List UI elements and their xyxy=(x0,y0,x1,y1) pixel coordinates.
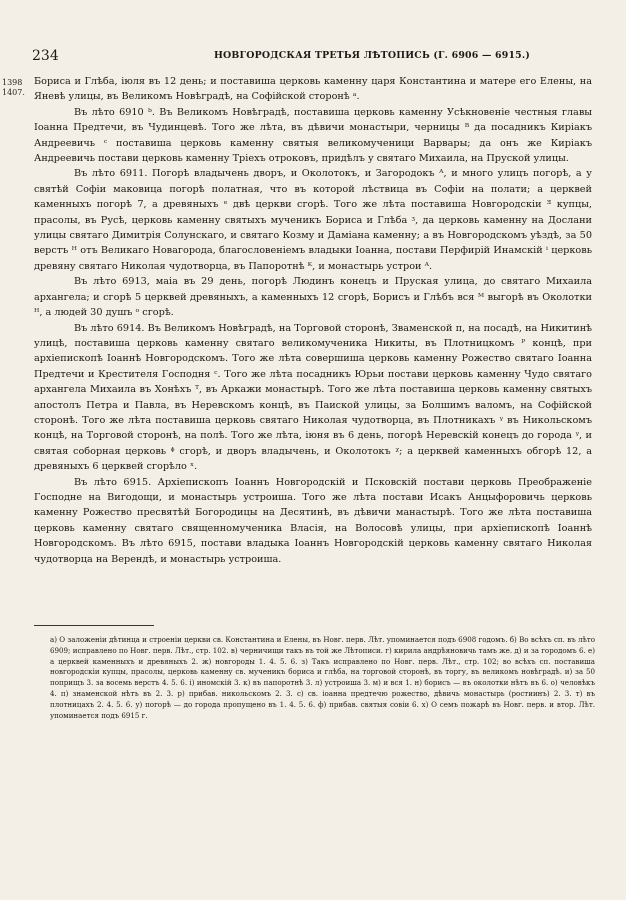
running-title: НОВГОРОДСКАЯ ТРЕТЬЯ ЛѢТОПИСЬ (Г. 6906 — 6915.) xyxy=(214,50,530,61)
page-number: 234 xyxy=(32,48,59,64)
paragraph-4: Въ лѣто 6913, маіа въ 29 день, погорѣ Людинъ конецъ и Пруская улица, до святаго Михаила архангела; и сгорѣ 5 церквей древяныхъ, а каменныхъ 12 сгорѣ, Борисъ и Глѣбъ вся ᴹ выгорѣ въ Околотки ᴴ, а людей 30 душъ ᵒ сгорѣ. xyxy=(34,276,592,319)
footnote-divider xyxy=(34,625,154,626)
year-end: 1407. xyxy=(2,88,25,97)
paragraph-3: Въ лѣто 6911. Погорѣ владычень дворъ, и Околотокъ, и Загородокъ ᴬ, и много улицъ погорѣ, а у святѣй Софіи маковица погорѣ полатная, что въ которой лѣствица въ Софіи на полати; а церквей каменныхъ погорѣ 7, а древяныхъ ᵉ двѣ церкви сгорѣ. Того же лѣта поставиша Новгородскіи ᴲ купцы, прасолы, въ Русѣ, церковь каменну святыхъ мученикъ Бориса и Глѣба ᶾ, да церковь каменну на Дослани улицы святаго Димитрія Солунскаго, и святаго Козму и Даміана каменну; а въ Новгородскомъ уѣздѣ, за 50 верстъ ᴴ отъ Великаго Новагорода, благословеніемъ владыки Іоанна, постави Перфирій Инамскій ⁱ церковь древяну святаго Николая чудотворца, въ Папоротнѣ ᴷ, и монастырь устрои ᴬ. xyxy=(34,168,592,272)
footnote-text: а) О заложеніи дѣтинца и строеніи церкви св. Константина и Елены, въ Новг. перв. Лѣт. упоминается подъ 6908 годомъ. б) Во всѣхъ сп. въ лѣто 6909; исправлено по Новг. перв. Лѣт., стр. 102. в) черничищи такъ въ той же Лѣтописи. г) кирила андрѣяновичь тамъ же. д) и за городомъ 6. е) а церквей каменныхъ и древяныхъ 2. ж) новгороды 1. 4. 5. 6. з) Такъ исправлено по Новг. перв. Лѣт., стр. 102; во всѣхъ сп. поставиша новгородскіи купцы, прасолы, церковь каменну св. мученикъ бориса и глѣба, на торговой сторонѣ, въ торгу, въ великомъ новѣградѣ. и) за 50 поприщъ 3. за восемь верстъ 4. 5. 6. і) иномскій 3. к) въ папоротнѣ 3. л) устроиша 3. м) и вся 1. н) борисъ — въ околотки нѣтъ въ 6. о) человѣкъ 4. п) знаменской нѣтъ въ 2. 3. р) прибав. никольскомъ 2. 3. с) св. іоанна предтечю рожество, дѣвичь монастырь (ростиинъ) 2. 3. т) въ плотницахъ 2. 4. 5. 6. у) погорѣ — до города пропущено въ 1. 4. 5. 6. ф) прибав. святыя совіи 6. х) О семъ пожарѣ въ Новг. перв. и втор. Лѣт. упоминается подъ 6915 г. xyxy=(50,635,595,720)
page-header xyxy=(32,48,592,66)
paragraph-5: Въ лѣто 6914. Въ Великомъ Новѣградѣ, на Торговой сторонѣ, Зваменской ᴨ, на посадѣ, на Никитинѣ улицѣ, поставиша церковь каменну святаго великомученика Никиты, въ Плотницкомъ ᴾ концѣ, при архіепископѣ Іоаннѣ Новгородскомъ. Того же лѣта совершиша церковь каменну Рожество святаго Іоанна Предтечи и Крестителя Господня ᶜ. Того же лѣта посадникъ Юрьи постави церковь каменну Чудо святаго архангела Михаила въ Хонѣхъ ᵀ, въ Аркажи монастырѣ. Того же лѣта поставиша церковь каменну святыхъ апостолъ Петра и Павла, въ Неревскомъ концѣ, въ Паиской улицы, за Болшимъ валомъ, на Софійской сторонѣ. Того же лѣта поставиша церковь святаго Николая чудотворца, въ Плотникахъ ᵞ въ Никольскомъ концѣ, на Торговой сторонѣ, на полѣ. Того же лѣта, іюня въ 6 день, погорѣ Неревскій конецъ до города ᵞ, и святая соборная церковь ᶲ сгорѣ, и дворъ владычень, и Околотокъ ᵡ; а церквей каменныхъ обгорѣ 12, а древяныхъ 6 церквей сгорѣло ˣ. xyxy=(34,322,592,473)
main-text xyxy=(34,74,592,567)
paragraph-2: Въ лѣто 6910 ᵇ. Въ Великомъ Новѣградѣ, поставиша церковь каменну Усѣкновеніе честныя главы Іоанна Предтечи, въ Чудинцевѣ. Того же лѣта, въ дѣвичи монастыри, черницы ᴮ да посадникъ Киріакъ Андреевичь ᶜ поставиша церковь каменну святыя великомученици Варвары; да онъ же Киріакъ Андреевичь постави церковь каменну Трiехъ отроковъ, придѣлъ у святаго Михаила, на Пруской улицы. xyxy=(34,106,592,165)
footnotes xyxy=(50,635,595,721)
paragraph-1: Бориса и Глѣба, іюля въ 12 день; и поставиша церковь каменну царя Константина и матере его Елены, на Яневѣ улицы, въ Великомъ Новѣградѣ, на Софійской сторонѣ ᵃ. xyxy=(34,76,592,103)
paragraph-6: Въ лѣто 6915. Архіепископъ Іоаннъ Новгородскій и Псковскій постави церковь Преображеніе Господне на Вигодощи, и монастырь устроиша. Того же лѣта постави Исакъ Анцыфоровичь церковь каменну Рожество пресвятѣй Богородицы на Десятинѣ, въ дѣвичи манастырѣ. Того же лѣта поставиша церковь каменну святаго священномученика Власія, на Волосовѣ улицы, при архіепископѣ Іоаннѣ Новгородскомъ. Въ лѣто 6915, постави владыка Іоаннъ Новгородскій церковь каменну святаго Николая чудотворца на Верендѣ, и монастырь устроиша. xyxy=(34,476,592,565)
year-start: 1398 xyxy=(2,78,23,87)
year-margin-note xyxy=(2,78,30,98)
